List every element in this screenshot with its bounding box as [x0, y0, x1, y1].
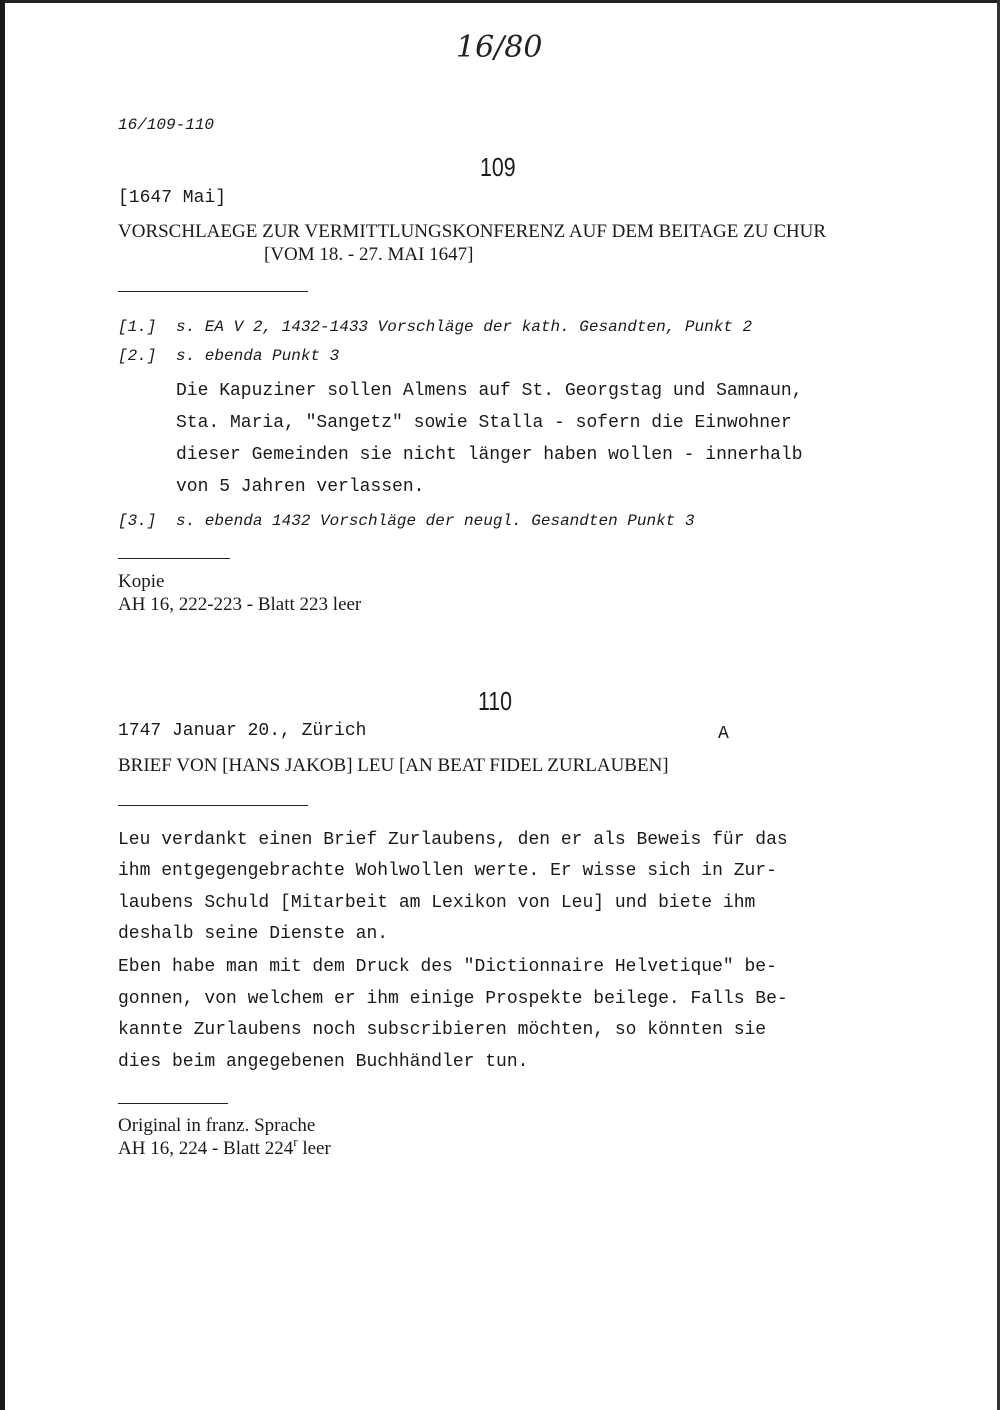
- note-text-1: s. EA V 2, 1432-1433 Vorschläge der kath. Gesandten, Punkt 2: [176, 318, 753, 336]
- body-line: dies beim angegebenen Buchhändler tun.: [118, 1052, 529, 1072]
- divider: [118, 1103, 228, 1104]
- body-line: ihm entgegengebrachte Wohlwollen werte. Er wisse sich in Zur-: [118, 861, 777, 881]
- reference-number: 16/109-110: [118, 116, 215, 134]
- body-line: deshalb seine Dienste an.: [118, 924, 389, 944]
- source-label: Original in franz. Sprache: [118, 1115, 316, 1136]
- entry-110-type-mark: A: [718, 724, 729, 744]
- entry-110-title: BRIEF VON [HANS JAKOB] LEU [AN BEAT FIDEL ZURLAUBEN]: [118, 755, 669, 776]
- note-text-2: s. ebenda Punkt 3: [176, 347, 340, 365]
- entry-109-title-line1: VORSCHLAEGE ZUR VERMITTLUNGSKONFERENZ AUF DEM BEITAGE ZU CHUR: [118, 221, 826, 242]
- source-reference: AH 16, 222-223 - Blatt 223 leer: [118, 594, 362, 615]
- entry-110-number: 110: [478, 686, 512, 716]
- entry-109-title-line2: [VOM 18. - 27. MAI 1647]: [264, 244, 474, 265]
- note-label-1: [1.]: [118, 318, 157, 336]
- divider: [118, 558, 230, 559]
- divider: [118, 291, 308, 292]
- note-label-2: [2.]: [118, 347, 157, 365]
- source-reference: [118, 1134, 331, 1160]
- body-line: von 5 Jahren verlassen.: [176, 477, 425, 497]
- source-reference-main: AH 16, 224 - Blatt 224: [118, 1138, 294, 1159]
- body-line: Sta. Maria, "Sangetz" sowie Stalla - sofern die Einwohner: [176, 413, 792, 433]
- source-reference-superscript: r: [293, 1134, 298, 1149]
- entry-110-date: 1747 Januar 20., Zürich: [118, 721, 367, 741]
- body-line: Die Kapuziner sollen Almens auf St. Georgstag und Samnaun,: [176, 381, 803, 401]
- body-line: kannte Zurlaubens noch subscribieren möchten, so könnten sie: [118, 1020, 767, 1040]
- scan-edge-left: [0, 0, 5, 1410]
- divider: [118, 805, 308, 806]
- note-text-3: s. ebenda 1432 Vorschläge der neugl. Gesandten Punkt 3: [176, 512, 695, 530]
- body-line: Leu verdankt einen Brief Zurlaubens, den er als Beweis für das: [118, 830, 788, 850]
- source-label: Kopie: [118, 571, 165, 592]
- scan-edge-top: [0, 0, 1000, 3]
- body-line: dieser Gemeinden sie nicht länger haben wollen - innerhalb: [176, 445, 803, 465]
- source-reference-suffix: leer: [297, 1138, 331, 1159]
- note-label-3: [3.]: [118, 512, 157, 530]
- body-line: Eben habe man mit dem Druck des "Dictionnaire Helvetique" be-: [118, 957, 777, 977]
- body-line: gonnen, von welchem er ihm einige Prospekte beilege. Falls Be-: [118, 989, 788, 1009]
- body-line: laubens Schuld [Mitarbeit am Lexikon von Leu] und biete ihm: [118, 893, 756, 913]
- entry-109-number: 109: [480, 152, 516, 182]
- handwritten-page-mark: 16/80: [456, 30, 543, 65]
- entry-109-date: [1647 Mai]: [118, 188, 227, 208]
